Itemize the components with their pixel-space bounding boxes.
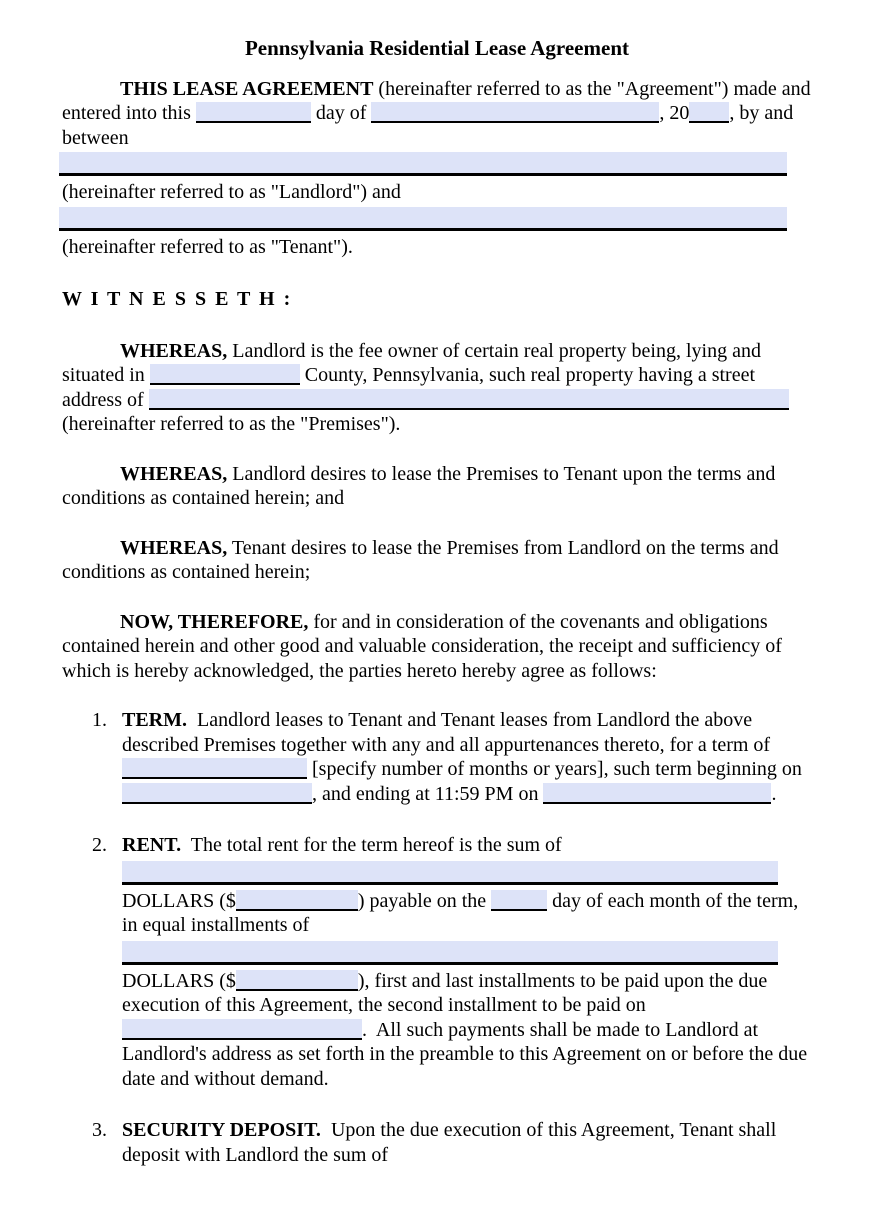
text-run: Upon the due execution of this Agreement, Tenant shall deposit with Landlord the sum of [122, 1119, 777, 1166]
whereas-tenant-paragraph [62, 536, 812, 585]
text-run: DOLLARS ($ [122, 969, 236, 992]
bold-text-run: WHEREAS, [120, 536, 228, 559]
field-installment-words[interactable] [122, 941, 778, 965]
field-month[interactable] [371, 102, 659, 123]
text-run: , and ending at 11:59 PM on [312, 782, 544, 805]
text-run: County, Pennsylvania, such real property having a street address of [62, 364, 756, 411]
clause-rent [62, 833, 812, 1091]
document-title: Pennsylvania Residential Lease Agreement [244, 36, 629, 60]
clause-term-body [122, 708, 812, 806]
field-year[interactable] [689, 102, 729, 123]
bold-text-run: WHEREAS, [120, 339, 228, 362]
text-run: (hereinafter referred to as the "Agreement") made and entered into this [62, 77, 811, 124]
clause-security-deposit-body [122, 1118, 812, 1167]
now-therefore-paragraph [62, 610, 812, 684]
text-run: Tenant desires to lease the Premises from Landlord on the terms and conditions as contained herein; [62, 536, 779, 583]
field-street-address[interactable] [149, 389, 789, 410]
whereas-owner-paragraph [62, 339, 812, 437]
text-run: . All such payments shall be made to Landlord at Landlord's address as set forth in the preamble to this Agreement on or before the due date and without demand. [122, 1018, 808, 1090]
clause-number: 3. [92, 1119, 107, 1141]
field-term-start-date[interactable] [122, 783, 312, 804]
clause-term [62, 708, 812, 806]
text-run: . [771, 782, 777, 805]
text-run: day of each month of the term, in equal installments of [122, 889, 799, 936]
text-run: [specify number of months or years], such term beginning on [307, 758, 802, 780]
field-day-of-month[interactable] [196, 102, 311, 123]
witnesseth-heading: W I T N E S S E T H : [62, 288, 293, 310]
clause-number: 2. [92, 834, 107, 856]
field-county[interactable] [150, 364, 300, 385]
text-run: DOLLARS ($ [122, 889, 236, 912]
field-total-rent-words[interactable] [122, 861, 778, 885]
text-run: (hereinafter referred to as the "Premises"). [62, 413, 401, 435]
text-run: The total rent for the term hereof is the sum of [181, 834, 562, 856]
landlord-caption: (hereinafter referred to as "Landlord") and [62, 181, 401, 203]
text-run: ) payable on the [357, 889, 492, 912]
text-run: ), first and last installments to be paid upon the due execution of this Agreement, the second installment to be paid on [122, 969, 768, 1016]
text-run: Landlord leases to Tenant and Tenant leases from Landlord the above described Premises together with any and all appurtenances thereto, for a term of [122, 709, 771, 756]
field-second-installment-date[interactable] [122, 1019, 362, 1040]
bold-text-run: THIS LEASE AGREEMENT [120, 77, 374, 100]
field-installment-amount[interactable] [236, 970, 358, 991]
bold-text-run: RENT. [122, 834, 182, 856]
bold-text-run: NOW, THEREFORE, [120, 610, 309, 633]
clauses-list [62, 708, 812, 1167]
text-run: day of [310, 102, 372, 124]
field-rent-due-day[interactable] [491, 890, 547, 911]
text-run: for and in consideration of the covenants and obligations contained herein and other good and valuable consideration, the receipt and sufficiency of which is hereby acknowledged, the parties hereto hereby agree as follows: [62, 610, 782, 682]
field-term-length[interactable] [122, 758, 307, 779]
clause-number: 1. [92, 709, 107, 731]
field-tenant-name[interactable] [59, 207, 787, 231]
preamble-paragraph [62, 77, 812, 151]
text-run: Landlord is the fee owner of certain real property being, lying and situated in [62, 339, 761, 386]
field-landlord-name[interactable] [59, 152, 787, 176]
field-term-end-date[interactable] [543, 783, 771, 804]
text-run: , by and between [62, 102, 794, 149]
bold-text-run: WHEREAS, [120, 462, 228, 485]
bold-text-run: TERM. [122, 709, 187, 731]
text-run: Landlord desires to lease the Premises to Tenant upon the terms and conditions as contained herein; and [62, 462, 776, 509]
bold-text-run: SECURITY DEPOSIT. [122, 1119, 321, 1141]
field-total-rent-amount[interactable] [236, 890, 358, 911]
tenant-caption: (hereinafter referred to as "Tenant"). [62, 235, 353, 258]
whereas-landlord-paragraph [62, 462, 812, 511]
clause-rent-body [122, 833, 812, 1091]
text-run: , 20 [659, 102, 690, 124]
clause-security-deposit [62, 1118, 812, 1167]
